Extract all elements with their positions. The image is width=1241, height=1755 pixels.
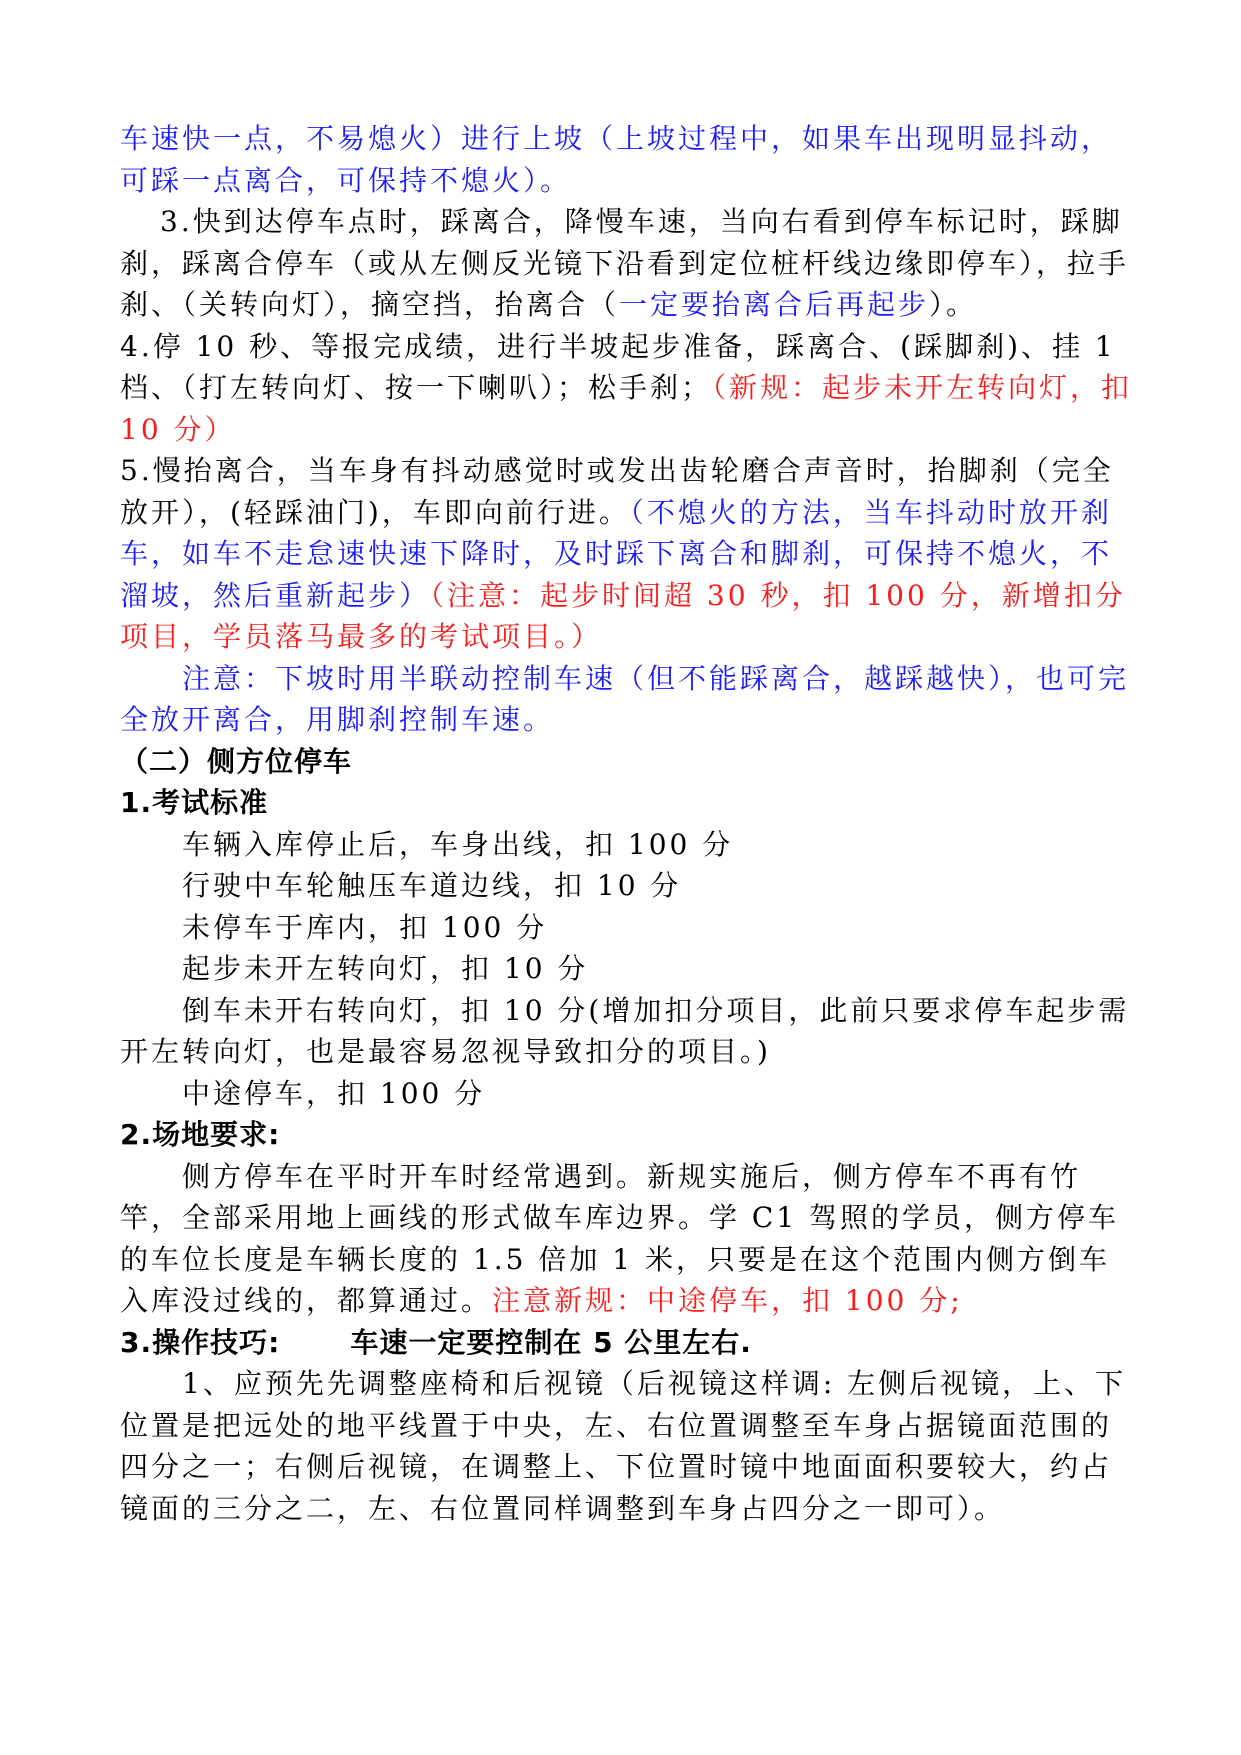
step-text-end: ）。 xyxy=(929,288,978,321)
subheading-site-requirements: 2.场地要求: xyxy=(120,1118,281,1151)
standard-item-long: 倒车未开右转向灯，扣 10 分(增加扣分项目，此前只要求停车起步需开左转向灯，也是最容易忽视导致扣分的项目。) xyxy=(120,993,1130,1068)
red-note: 注意新规：中途停车，扣 100 分; xyxy=(492,1284,963,1317)
technique-speed-note: 车速一定要控制在 5 公里左右. xyxy=(350,1325,752,1359)
step-text: 4.停 10 秒、等报完成绩，进行半坡起步准备，踩离合、(踩脚刹)、挂 1 档、（打左转向灯、按一下喇叭）；松手刹； xyxy=(120,329,1116,404)
paragraph-step-5 xyxy=(120,450,1140,658)
site-text: 侧方停车在平时开车时经常遇到。新规实施后，侧方停车不再有竹竿，全部采用地上画线的形式做车库边界。学 C1 驾照的学员，侧方停车的车位长度是车辆长度的 1.5 倍加 1 米，只要是在这个范围内侧方倒车入库没过线的，都算通过。 xyxy=(120,1159,1120,1317)
paragraph-technique-1: 1、应预先先调整座椅和后视镜（后视镜这样调: 左侧后视镜，上、下位置是把远处的地平线置于中央，左、右位置调整至车身占据镜面范围的四分之一；右侧后视镜，在调整上、下位置时镜中地面面积要较大，约占镜面的三分之二，左、右位置同样调整到车身占四分之一即可）。 xyxy=(120,1367,1127,1525)
step-text: 5.慢抬离合，当车身有抖动感觉时或发出齿轮磨合声音时，抬脚刹（完全放开），(轻踩油门)，车即向前行进。 xyxy=(120,454,1114,529)
paragraph-site xyxy=(120,1156,1140,1322)
paragraph-downhill-note xyxy=(120,658,1140,741)
section-heading-side-parking: （二）侧方位停车 xyxy=(120,744,353,778)
technique-label: 3.操作技巧: xyxy=(120,1325,281,1359)
standard-item: 车辆入库停止后，车身出线，扣 100 分 xyxy=(182,827,734,861)
paragraph-uphill-continue xyxy=(120,118,1140,201)
step-text: 3.快到达停车点时，踩离合，降慢车速，当向右看到停车标记时，踩脚刹，踩离合停车（或从左侧反光镜下沿看到定位桩杆线边缘即停车），拉手刹、（关转向灯），摘空挡，抬离合（ xyxy=(120,205,1130,321)
red-note: （注意：起步时间超 30 秒，扣 100 分，新增扣分项目，学员落马最多的考试项目。） xyxy=(120,578,1126,653)
blue-note: 一定要抬离合后再起步 xyxy=(619,288,930,321)
standard-item: 行驶中车轮触压车道边线，扣 10 分 xyxy=(182,869,682,902)
subheading-technique xyxy=(120,1322,1140,1364)
paragraph-step-4 xyxy=(120,326,1140,451)
standard-item: 未停车于库内，扣 100 分 xyxy=(182,910,548,944)
document-page xyxy=(120,118,1140,1529)
red-note: （新规：起步未开左转向灯，扣 10 分） xyxy=(120,371,1133,446)
subheading-exam-standard: 1.考试标准 xyxy=(120,786,269,819)
blue-note: 注意：下坡时用半联动控制车速（但不能踩离合，越踩越快），也可完全放开离合，用脚刹控制车速。 xyxy=(120,661,1130,736)
standard-item: 起步未开左转向灯，扣 10 分 xyxy=(182,952,589,985)
blue-note: 车速快一点，不易熄火）进行上坡（上坡过程中，如果车出现明显抖动，可踩一点离合，可保持不熄火）。 xyxy=(120,122,1113,197)
paragraph-step-3 xyxy=(120,201,1140,326)
blue-note: （不熄火的方法，当车抖动时放开刹车，如车不走怠速快速下降时，及时踩下离合和脚刹，可保持不熄火，不溜坡，然后重新起步） xyxy=(120,495,1113,612)
standard-item: 中途停车，扣 100 分 xyxy=(182,1076,486,1110)
